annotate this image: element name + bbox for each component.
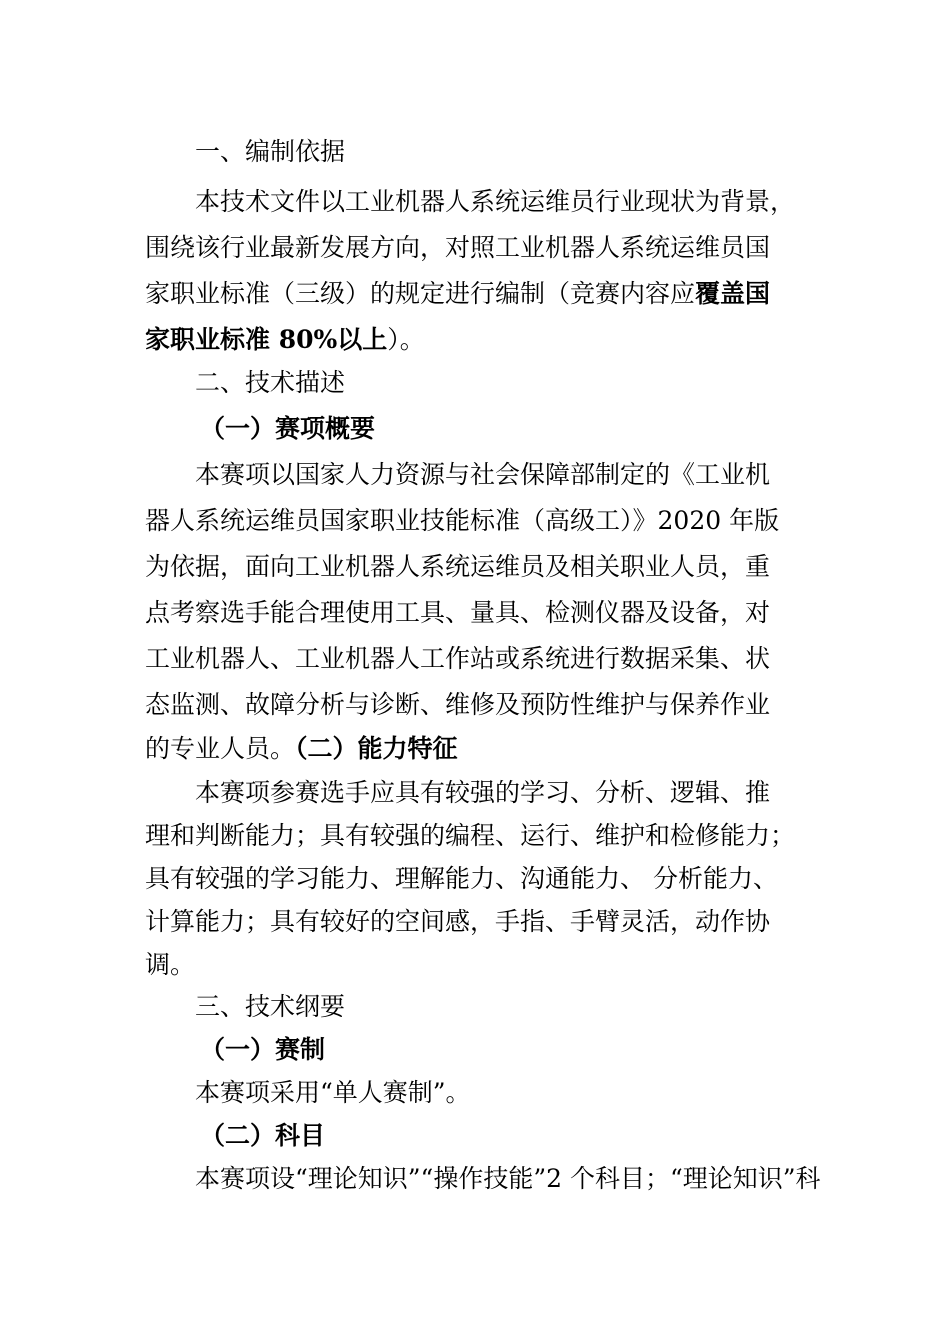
subsection-heading-ability: （二）能力特征 [295,734,458,763]
paragraph-line: 本赛项设“理论知识”“操作技能”2 个科目；“理论知识”科 [195,1164,821,1193]
bold-text-run: 覆盖国 [695,279,771,308]
paragraph-line: 本技术文件以工业机器人系统运维员行业现状为背景， [195,187,796,216]
paragraph-line: 本赛项以国家人力资源与社会保障部制定的《工业机 [195,460,771,489]
paragraph-line [145,277,835,311]
section-heading-description: 二、技术描述 [195,368,346,397]
text-run: 的专业人员。 [145,734,296,763]
paragraph-line: 点考察选手能合理使用工具、量具、检测仪器及设备，对 [145,598,771,627]
paragraph-line: 调。 [145,950,196,979]
text-run: 家职业标准（三级）的规定进行编制（竞赛内容应 [145,279,696,308]
subsection-heading-format: （一）赛制 [200,1035,326,1064]
paragraph-line: 为依据，面向工业机器人系统运维员及相关职业人员，重 [145,552,771,581]
paragraph-line: 本赛项采用“单人赛制”。 [195,1078,471,1107]
paragraph-line: 理和判断能力；具有较强的编程、运行、维护和检修能力； [145,821,796,850]
paragraph-line [145,323,835,357]
paragraph-line: 器人系统运维员国家职业技能标准（高级工）》2020 年版 [145,506,780,535]
subsection-heading-subjects: （二）科目 [200,1121,326,1150]
text-run: ）。 [387,325,425,354]
section-heading-outline: 三、技术纲要 [195,992,346,1021]
paragraph-line: 态监测、故障分析与诊断、维修及预防性维护与保养作业 [145,690,771,719]
paragraph-line [145,732,835,766]
paragraph-line: 工业机器人、工业机器人工作站或系统进行数据采集、状 [145,644,771,673]
section-heading-basis: 一、编制依据 [195,137,346,166]
paragraph-line: 本赛项参赛选手应具有较强的学习、分析、逻辑、推 [195,778,771,807]
paragraph-line: 计算能力；具有较好的空间感，手指、手臂灵活，动作协 [145,907,771,936]
paragraph-line: 围绕该行业最新发展方向，对照工业机器人系统运维员国 [145,233,771,262]
subsection-heading-overview: （一）赛项概要 [200,414,376,443]
bold-text-run: 家职业标准 80%以上 [145,325,388,354]
paragraph-line: 具有较强的学习能力、理解能力、沟通能力、 分析能力、 [145,864,778,893]
